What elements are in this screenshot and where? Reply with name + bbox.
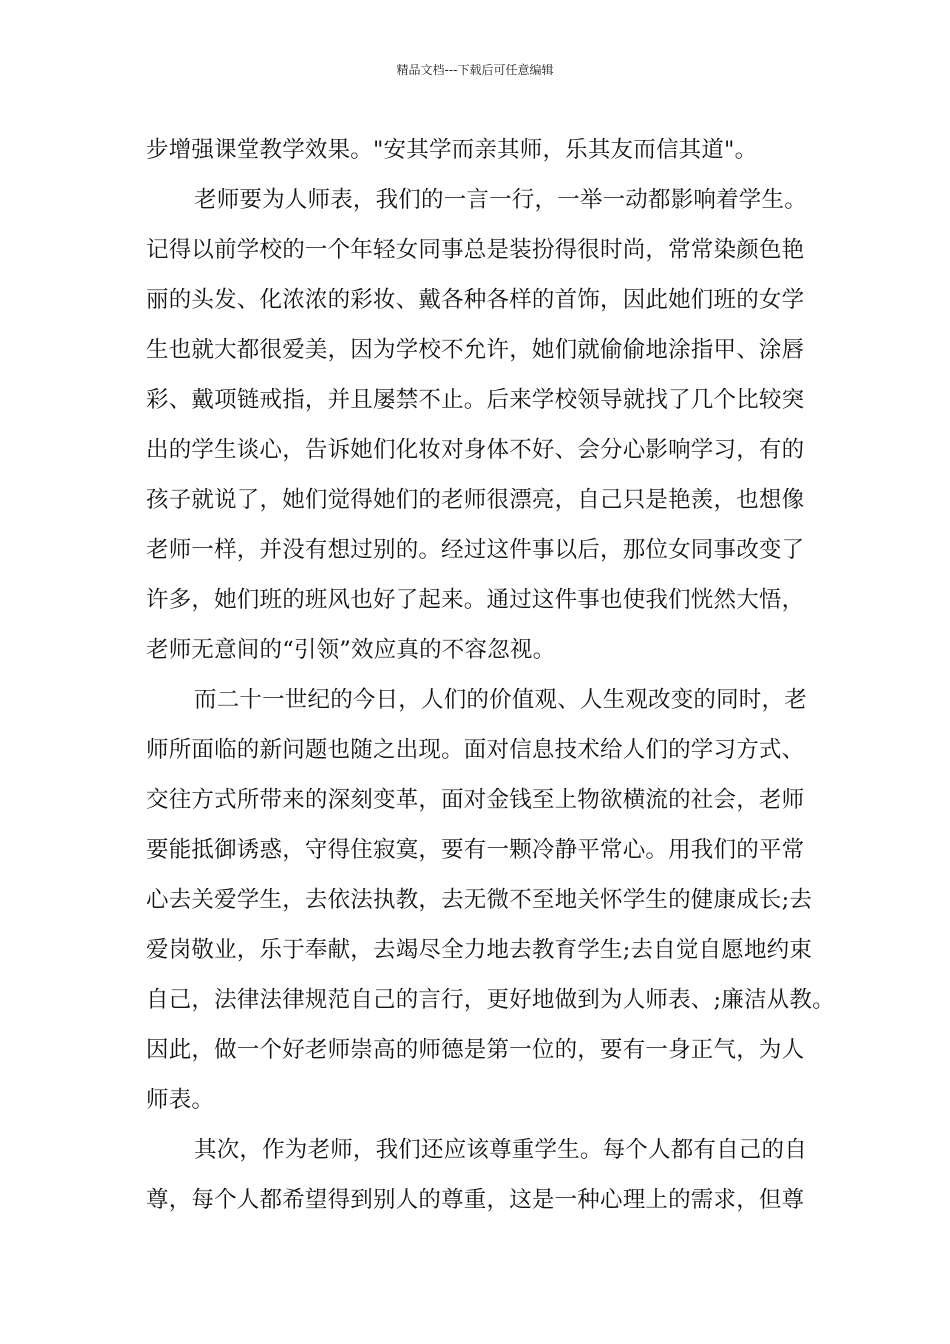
paragraph-first-line: 老师要为人师表，我们的一言一行，一举一动都影响着学生。 — [194, 187, 807, 213]
text-line: 因此，做一个好老师崇高的师德是第一位的，要有一身正气，为人 — [146, 1037, 805, 1063]
text-line: 老师一样，并没有想过别的。经过这件事以后，那位女同事改变了 — [146, 537, 805, 563]
text-line: 丽的头发、化浓浓的彩妆、戴各种各样的首饰，因此她们班的女学 — [146, 287, 805, 313]
text-line: 许多，她们班的班风也好了起来。通过这件事也使我们恍然大悟， — [146, 587, 805, 613]
text-line: 交往方式所带来的深刻变革，面对金钱至上物欲横流的社会，老师 — [146, 787, 805, 813]
text-line: 老师无意间的“引领”效应真的不容忽视。 — [146, 637, 556, 663]
text-line: 孩子就说了，她们觉得她们的老师很漂亮，自己只是艳羡，也想像 — [146, 487, 805, 513]
text-line: 爱岗敬业，乐于奉献，去竭尽全力地去教育学生;去自觉自愿地约束 — [146, 937, 813, 963]
paragraph-first-line: 其次，作为老师，我们还应该尊重学生。每个人都有自己的自 — [194, 1137, 807, 1163]
text-line: 出的学生谈心，告诉她们化妆对身体不好、会分心影响学习，有的 — [146, 437, 805, 463]
text-line: 记得以前学校的一个年轻女同事总是装扮得很时尚，常常染颜色艳 — [146, 237, 805, 263]
text-line: 彩、戴项链戒指，并且屡禁不止。后来学校领导就找了几个比较突 — [146, 387, 805, 413]
text-line: 师所面临的新问题也随之出现。面对信息技术给人们的学习方式、 — [146, 737, 805, 763]
text-line: 尊，每个人都希望得到别人的尊重，这是一种心理上的需求，但尊 — [146, 1187, 805, 1213]
page-header: 精品文档---下载后可任意编辑 — [396, 63, 554, 77]
text-line: 心去关爱学生，去依法执教，去无微不至地关怀学生的健康成长;去 — [146, 887, 813, 913]
text-line: 师表。 — [146, 1087, 215, 1113]
text-line: 要能抵御诱惑，守得住寂寞，要有一颗冷静平常心。用我们的平常 — [146, 837, 805, 863]
text-line: 生也就大都很爱美，因为学校不允许，她们就偷偷地涂指甲、涂唇 — [146, 337, 805, 363]
text-line: 步增强课堂教学效果。"安其学而亲其师，乐其友而信其道"。 — [146, 137, 758, 163]
text-line: 自己，法律法律规范自己的言行，更好地做到为人师表、;廉洁从教。 — [146, 987, 835, 1013]
document-body — [146, 130, 835, 1230]
paragraph-first-line: 而二十一世纪的今日，人们的价值观、人生观改变的同时，老 — [194, 687, 807, 713]
